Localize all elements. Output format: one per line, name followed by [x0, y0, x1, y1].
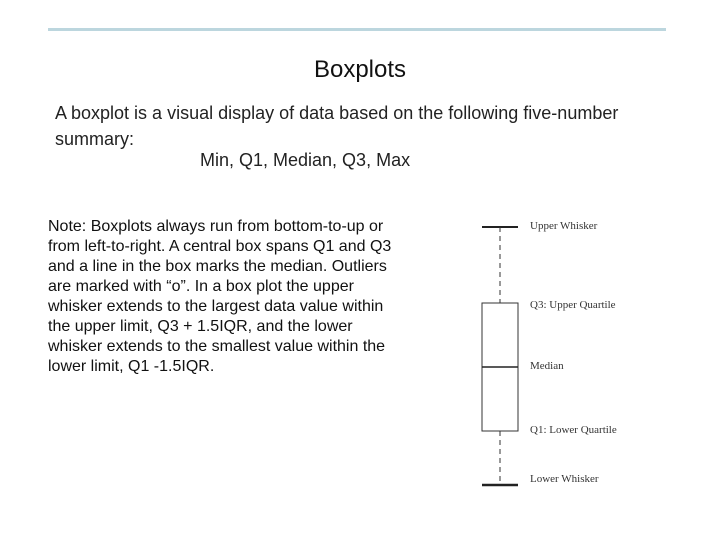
boxplot-diagram	[470, 210, 670, 500]
q1-label: Q1: Lower Quartile	[530, 424, 617, 436]
upper-whisker-label: Upper Whisker	[530, 220, 598, 232]
five-number-summary: Min, Q1, Median, Q3, Max	[200, 150, 411, 170]
slide-title: Boxplots	[313, 56, 407, 83]
top-divider	[48, 28, 666, 31]
intro-text: A boxplot is a visual display of data based on the following five-number summary:	[55, 103, 619, 149]
boxplot-note: Note: Boxplots always run from bottom-to-up or from left-to-right. A central box spans Q1 and Q3 and a line in the box marks the median. Outliers are marked with “o”. In a box plot the upper whisker extends to the largest data value within the upper limit, Q3 + 1.5IQR, and the lower whisker extends to the smallest value within the lower limit, Q1 -1.5IQR.	[48, 218, 392, 375]
q3-label: Q3: Upper Quartile	[530, 299, 616, 311]
median-label: Median	[530, 360, 564, 372]
lower-whisker-label: Lower Whisker	[530, 473, 599, 485]
